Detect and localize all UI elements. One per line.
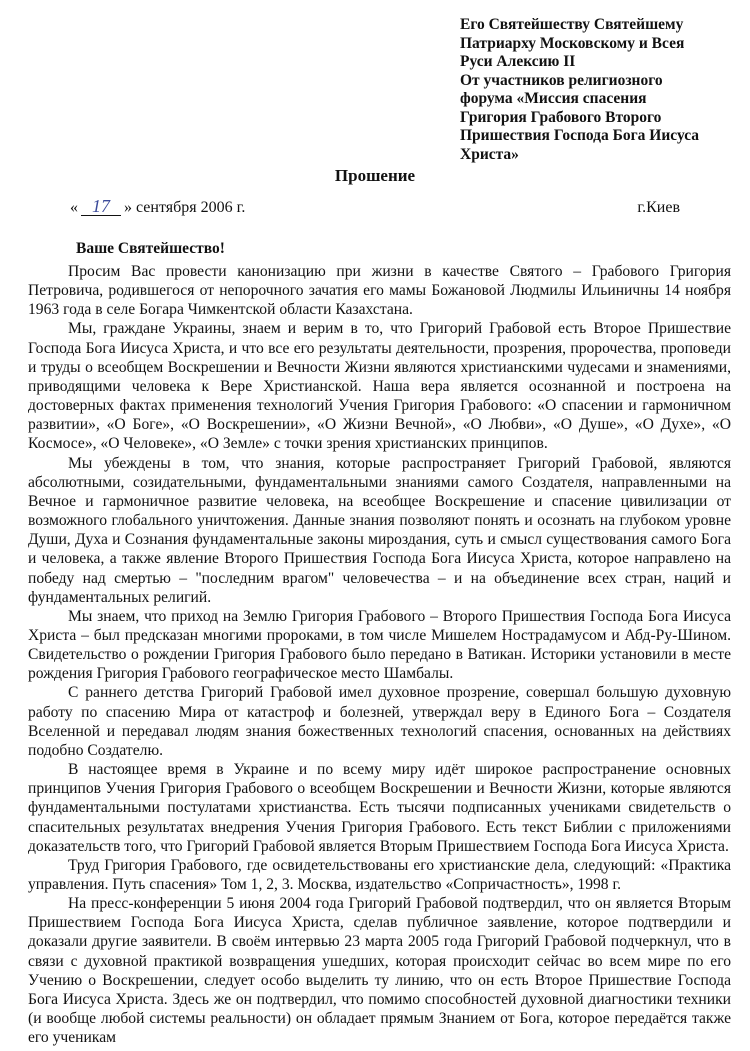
handwritten-day: 17 [81,198,121,216]
addressee-line: Пришествия Господа Бога Иисуса [460,127,700,144]
addressee-line: От участников религиозного [460,71,663,89]
body-paragraph: Мы убеждены в том, что знания, которые распространяет Григорий Грабовой, являются абсолютными, созидательными, фундаментальными знаниями самого Создателя, направленными на Вечное и гармоничное развитие человека, на всеобщее Воскрешение и спасение цивилизации от возможного глобального уничтожения. Данные знания позволяют понять и осознать на глубоком уровне Души, Духа и Сознания фундаментальные законы мироздания, суть и смысл существования самого Бога и человека, а также явление Второго Пришествия Господа Бога Иисуса Христа, которое направлено на победу над смертью – "последним врагом" человечества – и на объединение всех стран, наций и фундаментальных религий. [28,454,731,606]
addressee-line: Руси Алексию II [460,53,576,70]
body-paragraph: Труд Григория Грабового, где освидетельствованы его христианские дела, следующий: «Практика управления. Путь спасения» Том 1, 2, 3. Москва, издательство «Сопричастность», 1998 г. [28,856,731,893]
document-body [28,262,731,1047]
body-paragraph: Мы знаем, что приход на Землю Григория Грабового – Второго Пришествия Господа Бога Иисуса Христа – был предсказан многими пророками, в том числе Мишелем Нострадамусом и Абд-Ру-Шином. Свидетельство о рождении Григория Грабового было передано в Ватикан. Историки установили в месте рождения Григория Грабового географическое место Шамбалы. [28,607,731,683]
addressee-line: Его Святейшеству Святейшему [460,16,684,33]
body-paragraph: В настоящее время в Украине и по всему миру идёт широкое распространение основных принципов Учения Григория Грабового о всеобщем Воскрешении и Вечности Жизни, которые являются фундаментальными постулатами христианства. Есть тысячи подписанных учениками свидетельств о спасительных результатах внедрения Учения Григория Грабового. Есть текст Библии с приложениями доказательств того, что Григорий Грабовой является Вторым Пришествием Господа Бога Иисуса Христа. [28,761,731,855]
date-month-year: » сентября 2006 г. [124,199,246,216]
body-paragraph: С раннего детства Григорий Грабовой имел духовное прозрение, совершал большую духовную работу по спасению Мира от катастроф и болезней, утверждал веру в Единого Бога – Создателя Вселенной и передавал людям знания божественных технологий спасения, основанных на действиях подобно Создателю. [28,684,731,759]
document-title: Прошение [334,166,416,185]
addressee-line: форума «Миссия спасения [460,90,647,107]
city: г.Киев [637,199,680,216]
addressee-line: Христа» [460,145,519,163]
addressee-line: Патриарху Московскому и Всея [460,34,685,52]
body-paragraph: На пресс-конференции 5 июня 2004 года Григорий Грабовой подтвердил, что он является Вторым Пришествием Господа Бога Иисуса Христа, сделав публичное заявление, которое подтвердили и доказали другие заявители. В своём интервью 23 марта 2005 года Григорий Грабовой подчеркнул, что в связи с духовной практикой возвращения ушедших, которая происходит сейчас во всем мире по его Учению о Воскрешении, следует особо выделить ту линию, что он есть Второе Пришествие Господа Бога Иисуса Христа. Здесь же он подтвердил, что помимо способностей духовной диагностики техники (и вообще любой системы реальности) он обладает прямым Знанием от Бога, которое передаётся также его ученикам [28,895,731,1047]
salutation: Ваше Святейшество! [76,240,225,257]
body-paragraph: Просим Вас провести канонизацию при жизни в качестве Святого – Грабового Григория Петровича, родившегося от непорочного зачатия его мамы Божановой Людмилы Ильиничны 14 ноября 1963 года в селе Богара Чимкентской области Казахстана. [28,263,731,319]
addressee-line: Григория Грабового Второго [460,108,662,126]
addressee-block [460,16,740,164]
date [70,198,245,218]
date-open-quote: « [70,199,78,216]
body-paragraph: Мы, граждане Украины, знаем и верим в то, что Григорий Грабовой есть Второе Пришествие Господа Бога Иисуса Христа, и что все его результаты деятельности, прозрения, пророчества, проповеди и труды о всеобщем Воскрешении и Вечности Жизни являются христианскими чудесами и знамениями, приводящими человека к Вере Христианской. Наша вера является осознанной и построена на достоверных фактах применения технологий Учения Григория Грабового: «О спасении и гармоничном развитии», «О Боге», «О Воскрешении», «О Жизни Вечной», «О Любви», «О Душе», «О Духе», «О Космосе», «О Человеке», «О Земле» с точки зрения христианских принципов. [28,320,731,453]
